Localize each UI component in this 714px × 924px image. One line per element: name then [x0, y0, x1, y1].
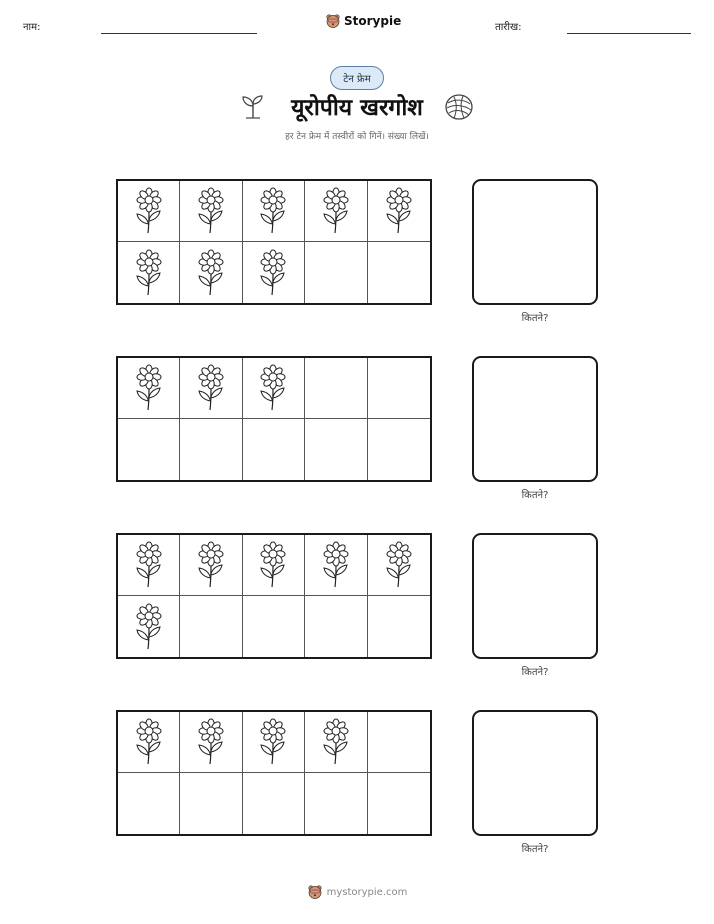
- ten-frame-cell-filled: [243, 535, 305, 596]
- ten-frame-cell-filled: [243, 358, 305, 419]
- ten-frame: [116, 533, 432, 659]
- flower-icon: [256, 718, 290, 766]
- ten-frame-cell-empty: [305, 419, 367, 480]
- ten-frame-cell-empty: [368, 358, 430, 419]
- ten-frame-cell-empty: [305, 242, 367, 303]
- ten-frame-cell-filled: [368, 181, 430, 242]
- date-label: तारीख:: [495, 22, 522, 33]
- flower-icon: [382, 187, 416, 235]
- topic-tag: टेन फ्रेम: [330, 66, 384, 90]
- flower-icon: [132, 541, 166, 589]
- how-many-label: कितने?: [521, 844, 549, 855]
- ten-frame-cell-filled: [243, 712, 305, 773]
- answer-box[interactable]: [472, 356, 598, 482]
- ten-frame-cell-filled: [180, 358, 242, 419]
- ten-frame-cell-filled: [180, 242, 242, 303]
- flower-icon: [319, 541, 353, 589]
- brand-logo: [325, 13, 401, 29]
- ten-frame-cell-empty: [180, 419, 242, 480]
- ten-frame: [116, 356, 432, 482]
- answer-box[interactable]: [472, 179, 598, 305]
- ten-frame-cell-filled: [180, 181, 242, 242]
- flower-icon: [132, 249, 166, 297]
- ten-frame-cell-empty: [118, 773, 180, 834]
- ten-frame-cell-filled: [305, 535, 367, 596]
- ten-frame-cell-filled: [180, 712, 242, 773]
- flower-icon: [194, 364, 228, 412]
- bear-mascot-icon: [307, 884, 323, 900]
- instructions: हर टेन फ्रेम में तस्वीरों को गिनें। संख्या लिखें।: [285, 132, 429, 142]
- how-many-label: कितने?: [521, 667, 549, 678]
- flower-icon: [256, 364, 290, 412]
- ten-frame-cell-filled: [118, 358, 180, 419]
- flower-icon: [319, 187, 353, 235]
- flower-icon: [132, 718, 166, 766]
- date-line[interactable]: [567, 33, 691, 34]
- ten-frame: [116, 179, 432, 305]
- flower-icon: [132, 364, 166, 412]
- yarn-ball-icon: [444, 93, 474, 121]
- how-many-label: कितने?: [521, 313, 549, 324]
- ten-frame-cell-filled: [118, 535, 180, 596]
- ten-frame-cell-empty: [243, 773, 305, 834]
- name-line[interactable]: [101, 33, 257, 34]
- ten-frame-cell-empty: [368, 712, 430, 773]
- ten-frame-cell-empty: [243, 596, 305, 657]
- ten-frame-cell-filled: [180, 535, 242, 596]
- how-many-label: कितने?: [521, 490, 549, 501]
- answer-box[interactable]: [472, 710, 598, 836]
- ten-frame-cell-empty: [305, 358, 367, 419]
- ten-frame-cell-empty: [368, 773, 430, 834]
- ten-frame-cell-filled: [118, 181, 180, 242]
- ten-frame-cell-filled: [118, 712, 180, 773]
- ten-frame-cell-empty: [118, 419, 180, 480]
- flower-icon: [194, 187, 228, 235]
- flower-icon: [132, 187, 166, 235]
- flower-icon: [382, 541, 416, 589]
- flower-icon: [256, 187, 290, 235]
- brand-name: Storypie: [344, 14, 402, 28]
- ten-frame-cell-empty: [368, 596, 430, 657]
- ten-frame-cell-filled: [305, 712, 367, 773]
- bear-mascot-icon: [325, 13, 341, 29]
- name-label: नाम:: [23, 22, 41, 33]
- page-title: यूरोपीय खरगोश: [291, 94, 423, 121]
- ten-frame-cell-empty: [305, 773, 367, 834]
- ten-frame-cell-filled: [305, 181, 367, 242]
- ten-frame-cell-filled: [118, 596, 180, 657]
- ten-frame-cell-filled: [243, 181, 305, 242]
- footer-site: mystorypie.com: [326, 886, 408, 898]
- flower-icon: [319, 718, 353, 766]
- ten-frame-cell-empty: [368, 419, 430, 480]
- ten-frame-cell-empty: [180, 773, 242, 834]
- ten-frame-cell-filled: [118, 242, 180, 303]
- ten-frame-cell-empty: [180, 596, 242, 657]
- flower-icon: [132, 603, 166, 651]
- ten-frame-cell-empty: [368, 242, 430, 303]
- flower-icon: [194, 249, 228, 297]
- flower-icon: [256, 249, 290, 297]
- ten-frame-cell-empty: [305, 596, 367, 657]
- answer-box[interactable]: [472, 533, 598, 659]
- flower-icon: [194, 718, 228, 766]
- ten-frame: [116, 710, 432, 836]
- ten-frame-cell-filled: [243, 242, 305, 303]
- flower-icon: [256, 541, 290, 589]
- ten-frame-cell-empty: [243, 419, 305, 480]
- flower-icon: [194, 541, 228, 589]
- ten-frame-cell-filled: [368, 535, 430, 596]
- footer: [0, 884, 714, 900]
